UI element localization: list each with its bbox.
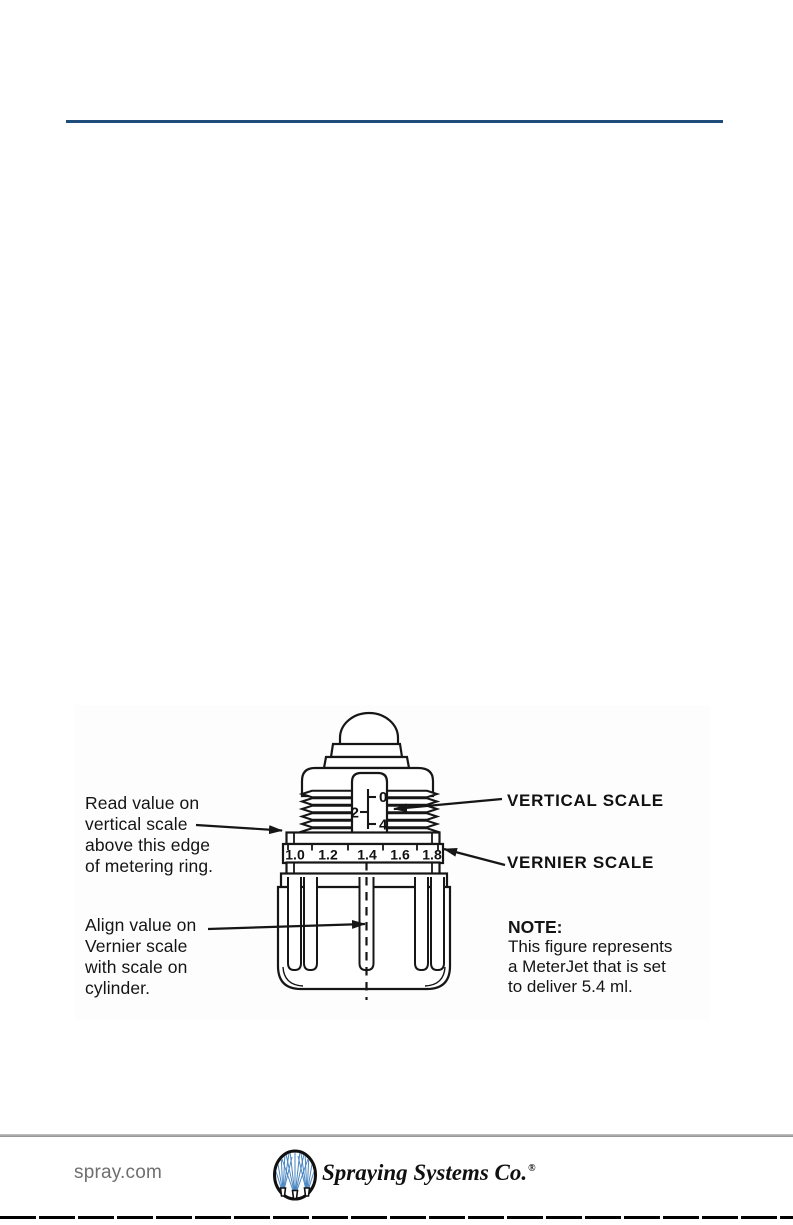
- note-title: NOTE:: [508, 917, 563, 937]
- meterjet-figure: [75, 705, 710, 1020]
- dome-cap: [340, 713, 398, 745]
- annotation-line: of metering ring.: [85, 856, 214, 876]
- vernier-scale-label: VERNIER SCALE: [507, 853, 655, 872]
- vernier-tick-1.4: 1.4: [357, 846, 377, 863]
- note-block: [508, 917, 672, 997]
- ring-top-band: [287, 833, 440, 845]
- note-line: a MeterJet that is set: [508, 957, 666, 976]
- annotation-line: Align value on: [85, 915, 197, 935]
- bottom-dashed-rule: [0, 1216, 793, 1219]
- note-line: to deliver 5.4 ml.: [508, 977, 633, 996]
- note-line: This figure represents: [508, 937, 673, 956]
- header-rule: [66, 120, 723, 123]
- annotation-align-value: [85, 915, 196, 999]
- vertical-scale-tick-4: 4: [379, 816, 388, 834]
- annotation-line: above this edge: [85, 835, 211, 855]
- registered-trademark: ®: [528, 1163, 536, 1174]
- arrow-vernier-scale: [444, 849, 505, 865]
- vernier-tick-1.2: 1.2: [318, 846, 338, 863]
- annotation-line: Vernier scale: [85, 936, 188, 956]
- vertical-scale-label: VERTICAL SCALE: [507, 791, 664, 810]
- website-text: spray.com: [74, 1162, 163, 1183]
- annotation-line: with scale on: [85, 957, 188, 977]
- vertical-scale-tick-0: 0: [379, 789, 388, 806]
- collar-step-1: [331, 744, 402, 757]
- footer-rule: [0, 1134, 793, 1137]
- annotation-read-value: [85, 793, 213, 877]
- vernier-tick-1.8: 1.8: [422, 846, 442, 863]
- annotation-line: cylinder.: [85, 978, 151, 998]
- vernier-tick-1.6: 1.6: [390, 846, 410, 863]
- vernier-tick-1.0: 1.0: [285, 846, 305, 863]
- annotation-line: vertical scale: [85, 814, 188, 834]
- company-name-text: Spraying Systems Co.: [322, 1160, 528, 1185]
- ring-bottom-band: [287, 863, 440, 875]
- annotation-line: Read value on: [85, 793, 200, 813]
- collar-step-2: [324, 757, 409, 768]
- company-name: [322, 1160, 536, 1186]
- vertical-scale-tick-2: 2: [350, 804, 359, 822]
- spraying-systems-logo-icon: [272, 1149, 318, 1201]
